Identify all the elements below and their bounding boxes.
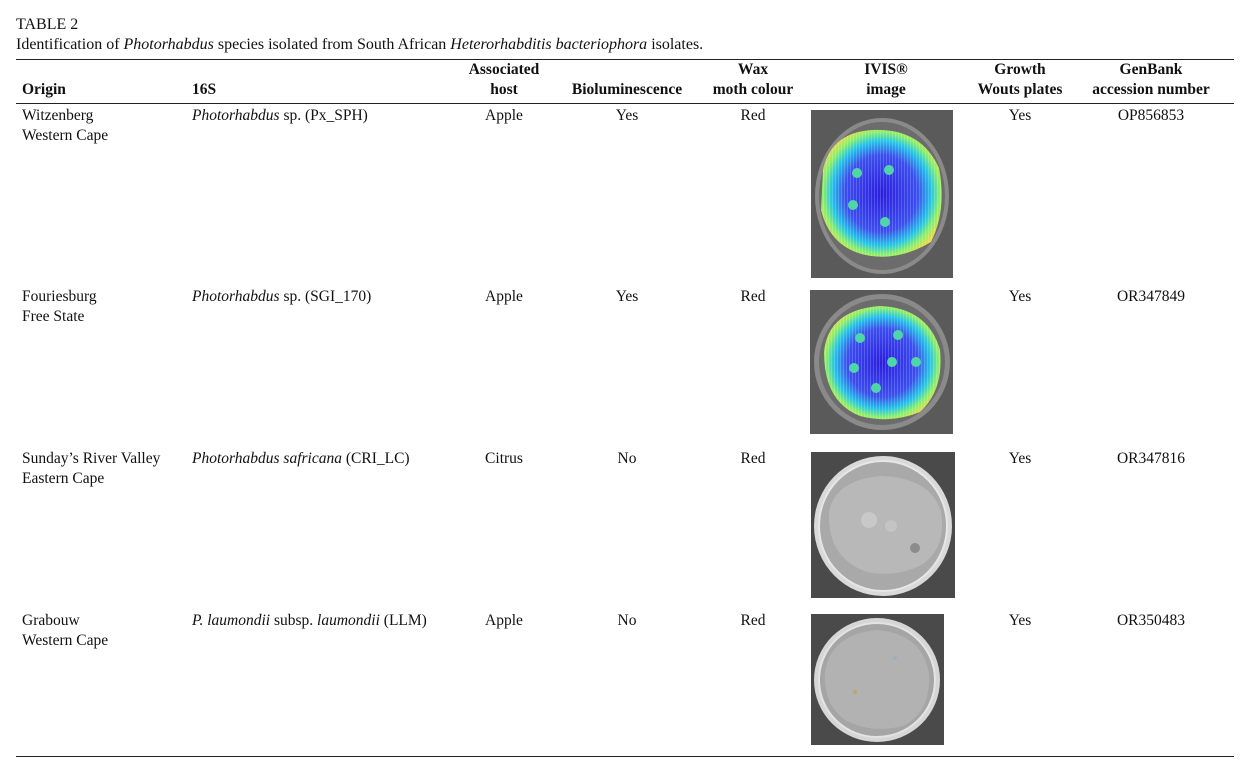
- bioluminescence-cell: Yes: [615, 288, 639, 305]
- wax-colour-cell: Red: [740, 612, 766, 629]
- ivis-grey-plate-image: [811, 614, 944, 745]
- ivis-grey-plate-image: [811, 452, 955, 598]
- origin-cell: [22, 106, 108, 146]
- host-cell: Apple: [485, 288, 523, 305]
- table-label: TABLE 2: [16, 16, 79, 33]
- title-part: Heterorhabditis bacteriophora: [450, 36, 648, 53]
- header-growth-line1: Growth: [994, 61, 1046, 78]
- wax-colour-cell: Red: [740, 288, 766, 305]
- species-part: Photorhabdus: [192, 107, 280, 124]
- title-part: species isolated from South African: [213, 36, 451, 53]
- growth-cell: Yes: [1008, 450, 1032, 467]
- species-cell: [192, 611, 427, 631]
- title-part: Photorhabdus: [123, 36, 214, 53]
- header-biolum-text: Bioluminescence: [571, 81, 683, 98]
- header-genbank-line1: GenBank: [1119, 61, 1183, 78]
- header-ivis-line2: image: [866, 81, 906, 98]
- header-growth-line2: Wouts plates: [977, 81, 1063, 98]
- genbank-cell: OR347816: [1116, 450, 1186, 467]
- header-16s: [192, 80, 216, 100]
- species-cell: [192, 449, 410, 469]
- host-cell: Citrus: [485, 450, 523, 467]
- species-part: sp. (SGI_170): [279, 288, 372, 305]
- origin-line: Witzenberg: [22, 107, 94, 124]
- origin-line: Western Cape: [22, 127, 109, 144]
- genbank-cell: OR350483: [1116, 612, 1186, 629]
- title-part: isolates.: [647, 36, 704, 53]
- host-cell: Apple: [485, 612, 523, 629]
- ivis-luminescent-plate-image: [810, 290, 953, 434]
- table-caption: [16, 15, 703, 55]
- bioluminescence-cell: No: [617, 450, 637, 467]
- species-part: (LLM): [379, 612, 427, 629]
- species-part: Photorhabdus: [192, 288, 280, 305]
- origin-line: Fouriesburg: [22, 288, 97, 305]
- species-cell: [192, 287, 371, 307]
- header-host-line2: host: [490, 81, 518, 98]
- species-cell: [192, 106, 368, 126]
- genbank-cell: OP856853: [1117, 107, 1185, 124]
- header-bioluminescence: [562, 80, 692, 100]
- header-origin-text: Origin: [22, 81, 66, 98]
- origin-line: Western Cape: [22, 632, 109, 649]
- header-ivis-line1: IVIS®: [864, 61, 908, 78]
- origin-cell: [22, 287, 97, 327]
- species-part: sp. (Px_SPH): [279, 107, 368, 124]
- table-header-rule: [16, 103, 1234, 104]
- origin-cell: [22, 611, 108, 651]
- wax-colour-cell: Red: [740, 450, 766, 467]
- species-part: P. laumondii: [192, 612, 271, 629]
- header-genbank-accession: [1084, 60, 1218, 100]
- header-wax-line2: moth colour: [712, 81, 794, 98]
- growth-cell: Yes: [1008, 288, 1032, 305]
- header-host-line1: Associated: [468, 61, 540, 78]
- header-associated-host: [454, 60, 554, 100]
- origin-cell: [22, 449, 160, 489]
- origin-line: Free State: [22, 308, 85, 325]
- growth-cell: Yes: [1008, 107, 1032, 124]
- header-16s-text: 16S: [192, 81, 217, 98]
- bioluminescence-cell: No: [617, 612, 637, 629]
- species-part: subsp.: [270, 612, 318, 629]
- table-title: [16, 35, 703, 55]
- wax-colour-cell: Red: [740, 107, 766, 124]
- host-cell: Apple: [485, 107, 523, 124]
- header-wax-line1: Wax: [737, 61, 769, 78]
- bioluminescence-cell: Yes: [615, 107, 639, 124]
- origin-line: Sunday’s River Valley: [22, 450, 161, 467]
- header-wax-moth-colour: [700, 60, 806, 100]
- header-ivis-image: [836, 60, 936, 100]
- species-part: laumondii: [317, 612, 380, 629]
- growth-cell: Yes: [1008, 612, 1032, 629]
- genbank-cell: OR347849: [1116, 288, 1186, 305]
- origin-line: Eastern Cape: [22, 470, 105, 487]
- table-bottom-rule: [16, 756, 1234, 757]
- species-part: (CRI_LC): [342, 450, 410, 467]
- species-part: Photorhabdus safricana: [192, 450, 342, 467]
- header-genbank-line2: accession number: [1092, 81, 1210, 98]
- origin-line: Grabouw: [22, 612, 80, 629]
- title-part: Identification of: [16, 36, 124, 53]
- header-origin: [22, 80, 66, 100]
- header-growth-wouts-plates: [964, 60, 1076, 100]
- ivis-luminescent-plate-image: [811, 110, 953, 278]
